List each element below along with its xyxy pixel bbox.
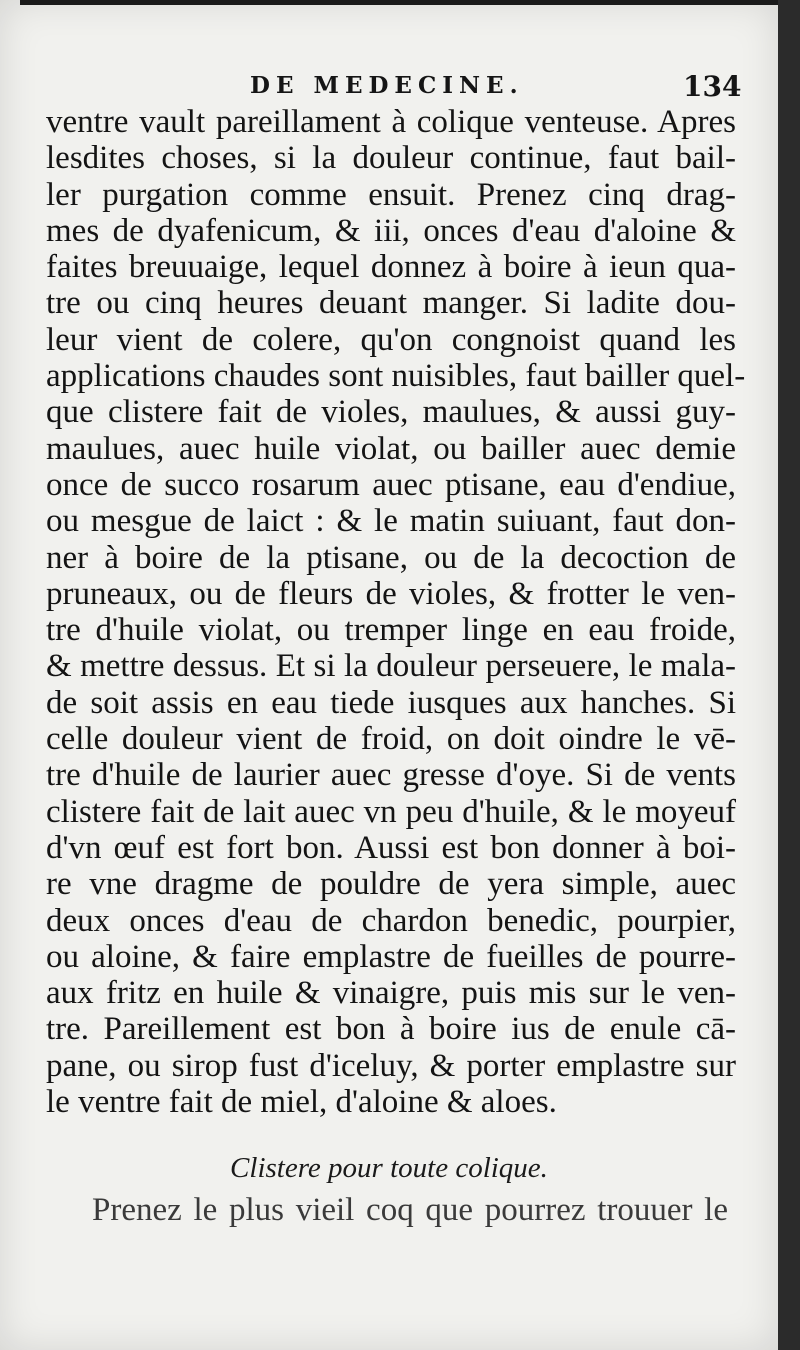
text-line: lesdites choses, si la douleur continue, faut bail- [46,140,736,177]
text-line: tre ou cinq heures deuant manger. Si ladite dou- [46,285,736,322]
text-line: re vne dragme de pouldre de yera simple, auec [46,866,736,903]
text-line: mes de dyafenicum, & iii, onces d'eau d'aloine & [46,212,736,249]
text-line: le ventre fait de miel, d'aloine & aloes. [46,1084,557,1121]
text-line: maulues, auec huile violat, ou bailler auec demie [46,430,736,467]
page-gutter-shadow [778,0,800,1350]
section-heading: Clistere pour toute colique. [230,1152,548,1184]
text-line: tre. Pareillement est bon à boire ius de enule cā- [46,1011,736,1048]
text-line: pruneaux, ou de fleurs de violes, & frotter le ven- [46,575,736,612]
running-head: DE MEDECINE. [250,72,524,99]
text-line: ler purgation comme ensuit. Prenez cinq drag- [46,176,736,213]
section-first-line: Prenez le plus vieil coq que pourrez trouuer le [92,1192,728,1228]
text-line: d'vn œuf est fort bon. Aussi est bon donner à boi- [46,829,736,866]
text-line: ventre vault pareillament à colique venteuse. Apres [46,104,736,140]
text-line: clistere fait de lait auec vn peu d'huile, & le moyeuf [46,793,736,830]
body-text [46,104,746,1121]
text-line: tre d'huile violat, ou tremper linge en eau froide, [46,612,736,649]
text-line: ou aloine, & faire emplastre de fueilles de pourre- [46,938,736,975]
page-number: 134 [683,70,742,103]
text-line: & mettre dessus. Et si la douleur perseuere, le mala- [46,648,736,685]
text-line: aux fritz en huile & vinaigre, puis mis sur le ven- [46,975,736,1012]
text-line: faites breuuaige, lequel donnez à boire à ieun qua- [46,249,736,286]
text-line: ou mesgue de laict : & le matin suiuant, faut don- [46,503,736,540]
text-line: que clistere fait de violes, maulues, & aussi guy- [46,394,736,431]
text-line: tre d'huile de laurier auec gresse d'oye. Si de vents [46,757,736,794]
top-edge-shadow [20,0,778,5]
text-line: leur vient de colere, qu'on congnoist quand les [46,321,736,358]
text-line: pane, ou sirop fust d'iceluy, & porter emplastre sur [46,1047,736,1084]
text-line: ner à boire de la ptisane, ou de la decoction de [46,539,736,576]
text-line: once de succo rosarum auec ptisane, eau d'endiue, [46,466,736,503]
text-line: deux onces d'eau de chardon benedic, pourpier, [46,902,736,939]
text-line: celle douleur vient de froid, on doit oindre le vē- [46,721,736,758]
text-line: applications chaudes sont nuisibles, faut bailler quel- [46,358,746,395]
text-line: de soit assis en eau tiede iusques aux hanches. Si [46,684,736,721]
